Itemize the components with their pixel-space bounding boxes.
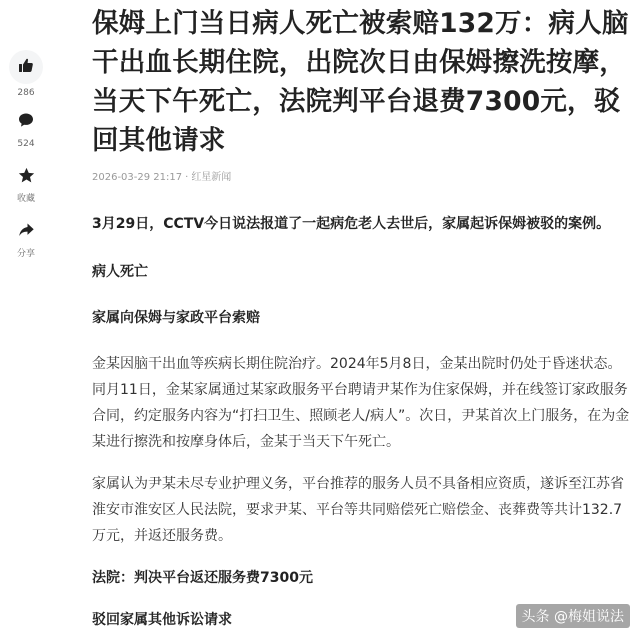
article-meta [92,171,632,185]
thumbs-up-icon [18,57,34,77]
court-ruling-heading: 法院：判决平台返还服务费7300元 [92,570,313,586]
article-body [92,4,632,633]
like-button[interactable] [0,50,52,99]
share-arrow-icon [18,222,35,242]
section-heading-claim: 家属向保姆与家政平台索赔 [92,310,260,326]
body-paragraph-1: 金某因脑干出血等疾病长期住院治疗。2024年5月8日，金某出院时仍处于昏迷状态。同月11日，金某家属通过某家政服务平台聘请尹某作为住家保姆，并在线签订家政服务合同，约定服务内容为“打扫卫生、照顾老人/病人”。次日，尹某首次上门服务，在为金某进行擦洗和按摩身体后，金某于当天下午死亡。 [92,356,630,450]
like-count: 286 [17,88,35,98]
article-source[interactable]: 红星新闻 [191,172,232,183]
rejection-heading: 驳回家属其他诉讼请求 [92,612,232,628]
favorite-label: 收藏 [16,194,35,204]
comment-count: 524 [17,139,35,149]
author-watermark: 头条 @梅姐说法 [516,604,630,628]
share-label: 分享 [16,249,35,259]
favorite-button[interactable] [0,164,52,205]
section-heading-death: 病人死亡 [92,264,148,280]
action-rail [0,50,52,274]
star-icon [18,167,35,188]
comment-icon [18,112,34,132]
like-icon-circle [9,50,43,84]
lead-paragraph: 3月29日，CCTV今日说法报道了一起病危老人去世后，家属起诉保姆被驳的案例。 [92,216,611,232]
meta-separator: · [185,172,189,183]
share-button[interactable] [0,219,52,260]
body-paragraph-2: 家属认为尹某未尽专业护理义务，平台推荐的服务人员不具备相应资质，遂诉至江苏省淮安市淮安区人民法院，要求尹某、平台等共同赔偿死亡赔偿金、丧葬费等共计132.7万元，并返还服务费。 [92,476,624,544]
comment-button[interactable] [0,109,52,150]
article-title: 保姆上门当日病人死亡被索赔132万：病人脑干出血长期住院，出院次日由保姆擦洗按摩，当天下午死亡，法院判平台退费7300元，驳回其他请求 [92,8,629,156]
publish-date: 2026-03-29 21:17 [92,172,183,183]
